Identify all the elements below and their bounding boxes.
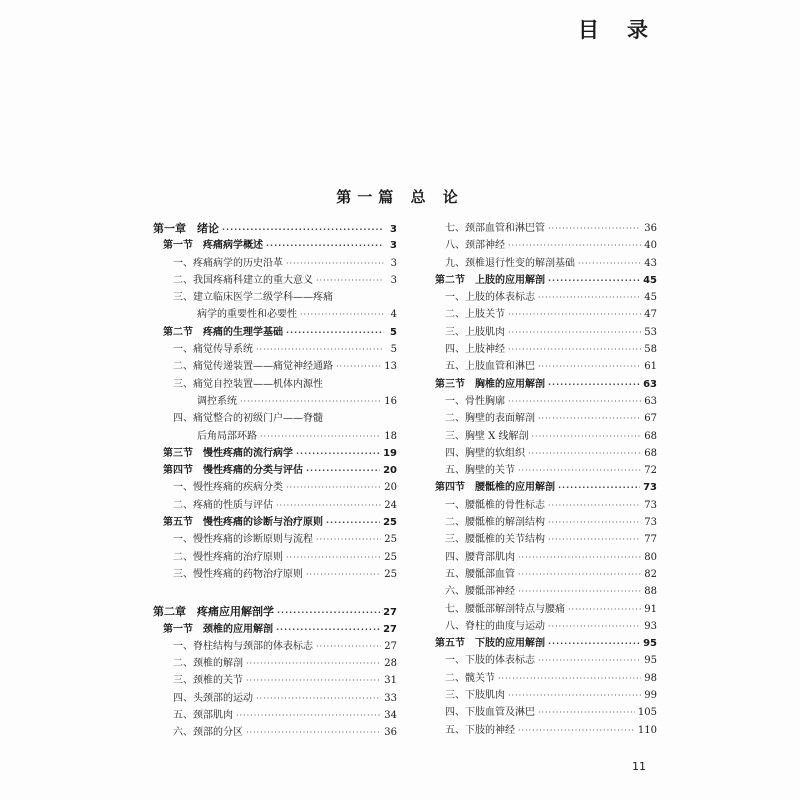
toc-page-number: 63	[643, 378, 657, 390]
page-number: 11	[632, 760, 646, 773]
toc-page-number: 61	[644, 361, 657, 373]
toc-page-number: 34	[384, 710, 397, 722]
toc-entry-label: 一、腰骶椎的骨性标志	[445, 499, 545, 511]
toc-leader-dots	[518, 549, 641, 566]
toc-leader-dots	[558, 479, 640, 496]
toc-chapter[interactable]	[153, 603, 397, 620]
toc-section[interactable]	[425, 479, 657, 496]
toc-leader-dots	[528, 445, 641, 462]
toc-leader-dots	[548, 272, 640, 289]
toc-item[interactable]	[153, 393, 397, 410]
toc-leader-dots	[316, 531, 381, 548]
toc-item[interactable]	[153, 272, 397, 289]
toc-item[interactable]	[153, 341, 397, 358]
toc-item[interactable]	[425, 583, 657, 600]
toc-item[interactable]	[425, 393, 657, 410]
toc-page-number: 68	[644, 447, 657, 459]
toc-page-number: 28	[384, 658, 397, 670]
toc-leader-dots	[326, 514, 380, 531]
toc-leader-dots	[568, 601, 641, 618]
toc-leader-dots	[306, 462, 380, 479]
toc-page-number: 3	[390, 257, 397, 269]
toc-entry-label: 四、胸壁的软组织	[445, 447, 525, 459]
toc-leader-dots	[286, 479, 381, 496]
toc-page-number: 20	[383, 465, 397, 477]
toc-entry-label: 四、头颈部的运动	[173, 692, 253, 704]
toc-leader-dots	[578, 255, 641, 272]
toc-right-column	[425, 220, 657, 739]
toc-leader-dots	[508, 237, 641, 254]
toc-page-number: 31	[384, 675, 397, 687]
toc-item[interactable]	[153, 410, 397, 427]
toc-entry-label: 三、上肢肌肉	[445, 326, 505, 338]
toc-leader-dots	[296, 445, 380, 462]
toc-entry-label: 第四节 慢性疼痛的分类与评估	[163, 465, 303, 477]
toc-section[interactable]	[425, 272, 657, 289]
toc-page-number: 5	[390, 344, 397, 356]
toc-entry-label: 四、痛觉整合的初级门户——脊髓	[173, 413, 323, 425]
toc-entry-label: 第一章 绪论	[153, 222, 219, 235]
toc-item[interactable]	[425, 428, 657, 445]
toc-entry-label: 三、颈椎的关节	[173, 675, 243, 687]
toc-page-number: 36	[644, 223, 657, 234]
toc-item[interactable]	[425, 358, 657, 375]
toc-page-number: 95	[644, 655, 657, 667]
toc-leader-dots	[538, 652, 641, 669]
toc-entry-label: 第二章 疼痛应用解剖学	[153, 605, 274, 619]
toc-page-number: 3	[390, 274, 397, 286]
toc-leader-dots	[538, 410, 641, 427]
toc-leader-dots	[538, 358, 641, 375]
toc-page-number: 47	[644, 309, 657, 321]
toc-page-number: 36	[384, 727, 397, 739]
toc-page-number: 82	[644, 568, 657, 580]
toc-page-number: 4	[390, 309, 397, 321]
toc-entry-label: 六、腰骶部神经	[445, 586, 515, 598]
toc-section[interactable]	[153, 621, 397, 638]
toc-leader-dots	[548, 376, 640, 393]
toc-entry-label: 二、髋关节	[445, 672, 495, 684]
toc-entry-label: 第三节 慢性疼痛的流行病学	[163, 447, 293, 459]
toc-section[interactable]	[153, 237, 397, 254]
toc-leader-dots	[518, 722, 635, 739]
toc-page-number: 25	[384, 534, 397, 546]
toc-entry-label: 三、建立临床医学二级学科——疼痛	[173, 292, 333, 304]
toc-page-number: 77	[644, 534, 657, 546]
toc-leader-dots	[246, 724, 381, 741]
toc-leader-dots	[538, 289, 641, 306]
toc-page-number: 45	[643, 274, 657, 286]
toc-entry-label: 一、脊柱结构与颈部的体表标志	[173, 640, 313, 652]
toc-page-number: 33	[384, 692, 397, 704]
toc-page-number: 43	[644, 257, 657, 269]
toc-page-number: 27	[383, 607, 397, 619]
toc-entry-label: 二、痛觉传递装置——痛觉神经通路	[173, 361, 333, 373]
toc-page-number: 45	[644, 292, 657, 304]
toc-entry-label: 第一节 颈椎的应用解剖	[163, 623, 273, 635]
toc-entry-label: 一、骨性胸廓	[445, 395, 505, 407]
toc-entry-label: 二、我国疼痛科建立的重大意义	[173, 274, 313, 286]
toc-entry-label: 五、胸壁的关节	[445, 465, 515, 477]
toc-entry-label: 二、胸壁的表面解剖	[445, 413, 535, 425]
toc-page-number: 3	[390, 224, 397, 235]
toc-entry-label: 三、慢性疼痛的药物治疗原则	[173, 568, 303, 580]
toc-leader-dots	[277, 604, 380, 621]
toc-item[interactable]	[153, 428, 397, 445]
toc-leader-dots	[276, 497, 381, 514]
toc-entry-label: 五、腰骶部血管	[445, 568, 515, 580]
toc-item[interactable]	[153, 531, 397, 548]
page-title: 目录	[578, 18, 676, 42]
toc-item[interactable]	[425, 601, 657, 618]
toc-leader-dots	[498, 670, 641, 687]
toc-page-number: 25	[383, 517, 397, 529]
toc-leader-dots	[518, 462, 641, 479]
toc-entry-label: 三、下肢肌肉	[445, 690, 505, 702]
toc-item[interactable]	[153, 638, 397, 655]
toc-entry-label: 九、颈椎退行性变的解剖基础	[445, 257, 575, 269]
toc-item[interactable]	[425, 324, 657, 341]
toc-item[interactable]	[153, 549, 397, 566]
toc-page-number: 24	[384, 499, 397, 511]
toc-page-number: 16	[384, 395, 397, 407]
toc-leader-dots	[508, 341, 641, 358]
toc-leader-dots	[538, 704, 635, 721]
toc-item[interactable]	[153, 724, 397, 741]
toc-page-number: 27	[383, 623, 397, 635]
toc-leader-dots	[508, 687, 641, 704]
toc-item[interactable]	[153, 358, 397, 375]
toc-page-number: 99	[644, 690, 657, 702]
toc-leader-dots	[548, 514, 641, 531]
toc-item[interactable]	[153, 497, 397, 514]
toc-leader-dots	[260, 428, 381, 445]
toc-leader-dots	[548, 618, 641, 635]
toc-item[interactable]	[153, 655, 397, 672]
toc-item[interactable]	[425, 341, 657, 358]
toc-leader-dots	[548, 635, 640, 652]
toc-page-number: 3	[390, 240, 397, 252]
toc-leader-dots	[508, 306, 641, 323]
toc-entry-label: 一、痛觉传导系统	[173, 344, 253, 356]
toc-page-number: 58	[644, 344, 657, 356]
toc-entry-label: 一、慢性疼痛的疾病分类	[173, 482, 283, 494]
toc-leader-dots	[316, 272, 384, 289]
toc-section[interactable]	[153, 514, 397, 531]
toc-entry-label: 第一节 疼痛病学概述	[163, 240, 263, 252]
toc-page-number: 93	[644, 620, 657, 632]
toc-entry-label: 五、上肢血管和淋巴	[445, 361, 535, 373]
toc-leader-dots	[256, 690, 381, 707]
toc-leader-dots	[246, 672, 381, 689]
toc-entry-label: 五、颈部肌肉	[173, 710, 233, 722]
toc-leader-dots	[256, 341, 384, 358]
toc-item[interactable]	[425, 462, 657, 479]
toc-entry-label: 一、上肢的体表标志	[445, 292, 535, 304]
toc-section[interactable]	[425, 376, 657, 393]
toc-entry-label: 二、上肢关节	[445, 309, 505, 321]
toc-leader-dots	[240, 393, 381, 410]
toc-page-number: 68	[644, 430, 657, 442]
toc-entry-label: 五、下肢的神经	[445, 724, 515, 736]
toc-entry-label: 第二节 疼痛的生理学基础	[163, 326, 283, 338]
toc-entry-label: 后角局部环路	[197, 430, 257, 442]
toc-entry-label: 二、颈椎的解剖	[173, 658, 243, 670]
toc-leader-dots	[222, 221, 384, 238]
toc-page-number: 110	[637, 724, 657, 736]
toc-page-number: 13	[384, 361, 397, 373]
toc-page-number: 95	[643, 638, 657, 650]
toc-entry-label: 一、下肢的体表标志	[445, 655, 535, 667]
toc-page-number: 5	[390, 326, 397, 338]
toc-item[interactable]	[425, 549, 657, 566]
toc-page-number: 98	[644, 672, 657, 684]
toc-item[interactable]	[425, 306, 657, 323]
toc-item[interactable]	[425, 687, 657, 704]
toc-leader-dots	[508, 324, 641, 341]
toc-gap	[153, 583, 397, 603]
toc-entry-label: 四、上肢神经	[445, 344, 505, 356]
toc-item[interactable]	[425, 670, 657, 687]
toc-item[interactable]	[425, 289, 657, 306]
toc-item[interactable]	[153, 672, 397, 689]
toc-entry-label: 三、腰骶椎的关节结构	[445, 534, 545, 546]
toc-entry-label: 第四节 腰骶椎的应用解剖	[435, 482, 555, 494]
toc-section[interactable]	[153, 462, 397, 479]
toc-left-column	[153, 220, 397, 742]
toc-item[interactable]	[153, 306, 397, 323]
toc-leader-dots	[286, 255, 384, 272]
toc-page-number: 53	[644, 326, 657, 338]
toc-item[interactable]	[425, 618, 657, 635]
toc-item[interactable]	[425, 704, 657, 721]
toc-item[interactable]	[425, 410, 657, 427]
toc-page-number: 73	[644, 499, 657, 511]
toc-item[interactable]	[425, 722, 657, 739]
toc-item[interactable]	[153, 479, 397, 496]
toc-section[interactable]	[153, 324, 397, 341]
toc-leader-dots	[518, 583, 641, 600]
toc-entry-label: 第五节 下肢的应用解剖	[435, 638, 545, 650]
toc-leader-dots	[508, 393, 641, 410]
toc-item[interactable]	[153, 376, 397, 393]
toc-entry-label: 四、腰背部肌肉	[445, 551, 515, 563]
toc-item[interactable]	[153, 690, 397, 707]
toc-leader-dots	[266, 237, 384, 254]
toc-page-number: 73	[643, 482, 657, 494]
toc-item[interactable]	[425, 220, 657, 237]
toc-page-number: 91	[644, 603, 657, 615]
toc-page-number: 19	[383, 447, 397, 459]
toc-page-number: 25	[384, 568, 397, 580]
toc-leader-dots	[300, 306, 384, 323]
toc-entry-label: 四、下肢血管及淋巴	[445, 707, 535, 719]
toc-leader-dots	[286, 324, 384, 341]
toc-entry-label: 第三节 胸椎的应用解剖	[435, 378, 545, 390]
toc-entry-label: 七、颈部血管和淋巴管	[445, 223, 545, 234]
toc-item[interactable]	[153, 566, 397, 583]
toc-section[interactable]	[153, 445, 397, 462]
toc-page-number: 18	[384, 430, 397, 442]
toc-page-number: 72	[644, 465, 657, 477]
toc-entry-label: 二、疼痛的性质与评估	[173, 499, 273, 511]
toc-entry-label: 第二节 上肢的应用解剖	[435, 274, 545, 286]
toc-section[interactable]	[425, 635, 657, 652]
toc-item[interactable]	[153, 255, 397, 272]
toc-item[interactable]	[425, 652, 657, 669]
toc-leader-dots	[531, 428, 641, 445]
toc-entry-label: 二、慢性疼痛的治疗原则	[173, 551, 283, 563]
toc-leader-dots	[236, 707, 381, 724]
toc-entry-label: 八、脊柱的曲度与运动	[445, 620, 545, 632]
toc-leader-dots	[316, 638, 381, 655]
toc-page-number: 20	[384, 482, 397, 494]
toc-page-number: 40	[644, 240, 657, 252]
toc-page-number: 63	[644, 395, 657, 407]
toc-item[interactable]	[425, 237, 657, 254]
toc-item[interactable]	[153, 707, 397, 724]
toc-leader-dots	[548, 220, 641, 237]
toc-item[interactable]	[425, 531, 657, 548]
toc-leader-dots	[548, 497, 641, 514]
toc-leader-dots	[518, 566, 641, 583]
toc-page-number: 80	[644, 551, 657, 563]
toc-leader-dots	[246, 655, 381, 672]
toc-entry-label: 一、疼痛病学的历史沿革	[173, 257, 283, 269]
toc-page-number: 73	[644, 517, 657, 529]
toc-entry-label: 一、慢性疼痛的诊断原则与流程	[173, 534, 313, 546]
toc-entry-label: 七、腰骶部解剖特点与腰痛	[445, 603, 565, 615]
toc-leader-dots	[286, 549, 381, 566]
toc-item[interactable]	[425, 255, 657, 272]
toc-entry-label: 病学的重要性和必要性	[197, 309, 297, 321]
toc-leader-dots	[548, 531, 641, 548]
toc-entry-label: 三、痛觉自控装置——机体内源性	[173, 378, 323, 390]
toc-entry-label: 六、颈部的分区	[173, 727, 243, 739]
toc-chapter[interactable]	[153, 220, 397, 237]
toc-page-number: 67	[644, 413, 657, 425]
part-title: 第一篇 总 论	[336, 188, 464, 206]
toc-item[interactable]	[425, 445, 657, 462]
toc-leader-dots	[276, 621, 380, 638]
toc-entry-label: 八、颈部神经	[445, 240, 505, 252]
toc-item[interactable]	[425, 497, 657, 514]
toc-item[interactable]	[153, 289, 397, 306]
toc-page-number: 88	[644, 586, 657, 598]
toc-page-number: 105	[637, 707, 657, 719]
toc-page-number: 27	[384, 640, 397, 652]
toc-entry-label: 调控系统	[197, 395, 237, 407]
toc-page-number: 25	[384, 551, 397, 563]
toc-item[interactable]	[425, 514, 657, 531]
toc-entry-label: 二、腰骶椎的解剖结构	[445, 517, 545, 529]
toc-item[interactable]	[425, 566, 657, 583]
toc-entry-label: 三、胸壁 X 线解剖	[445, 430, 529, 442]
toc-leader-dots	[336, 358, 381, 375]
toc-entry-label: 第五节 慢性疼痛的诊断与治疗原则	[163, 517, 323, 529]
toc-leader-dots	[306, 566, 381, 583]
